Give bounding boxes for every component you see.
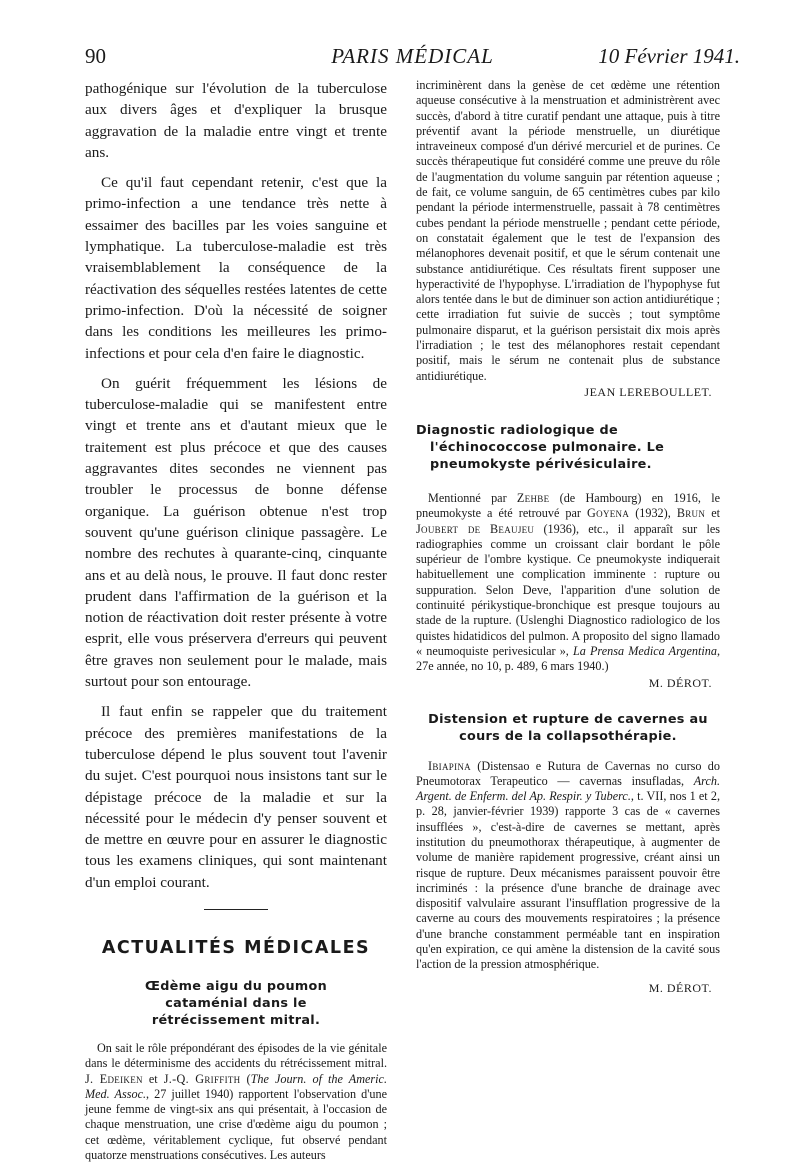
article-body: Ibiapina (Distensao e Rutura de Cavernas no curso do Pneumotorax Terapeutico — cavernas insufladas, Arch. Argent. de Enferm. del Ap. Respir. y Tuberc., t. VII, nos 1 et 2, p. 28, janvier-février 1939) rapporte 3 cas de « cavernes insufflées », c'est-à-dire de cavernes se mettant, après institution du pneumothorax thérapeutique, à augmenter de volume de manière rapidement progressive, créant ainsi un risque de rupture. Deux mécanismes paraissent pouvoir être incriminés : la présence d'une branche de drainage avec dispositif valvulaire assurant l'insufflation progressive de la caverne au cours des mouvements respiratoires ; la présence d'une branche constamment perméable tant en inspiration qu'en expiration, ce qui amène la distension de la cavité sous l'action de la pression atmosphérique. (416, 758, 720, 972)
author-name: Ibiapina (428, 758, 471, 773)
signature: M. DÉROT. (648, 980, 712, 995)
issue-date: 10 Février 1941. (598, 44, 740, 68)
right-column (416, 78, 720, 996)
section-title: ACTUALITÉS MÉDICALES (101, 937, 371, 958)
journal-reference: The Journ. of the Americ. Med. Assoc. (85, 1071, 388, 1101)
author-name: J. Edeiken (85, 1071, 143, 1086)
journal-reference: Arch. Argent. de Enferm. del Ap. Respir. y Tuberc. (416, 773, 720, 804)
author-name: J.-Q. Griffith (163, 1071, 241, 1086)
article-title: Œdème aigu du poumon cataménial dans le rétrécissement mitral. (144, 978, 327, 1028)
section-divider (204, 909, 268, 910)
page-header (85, 44, 740, 74)
left-column (85, 78, 387, 1163)
article-title: Distension et rupture de cavernes au cours de la collapsothérapie. (428, 711, 708, 744)
author-name: Brun (676, 506, 706, 521)
paragraph: Ce qu'il faut cependant retenir, c'est que la primo-infection a une tendance très nette à essaimer des bacilles par les voies sanguine et lymphatique. La tuberculose-maladie est très vraisemblablement la conséquence de la réactivation des séquelles restées latentes de cette primo-infection. D'où la nécessité de soigner dans les conditions les meilleures les primo-infections et pour cela d'en faire le diagnostic. (85, 174, 387, 362)
signature: JEAN LEREBOULLET. (584, 384, 712, 399)
paragraph: On guérit fréquemment les lésions de tuberculose-maladie qui se manifestent entre vingt et trente ans et d'autant mieux que le traitement est plus précoce et que des causes aggravantes dites secondes ne viennent pas troubler le processus de bonne défense organique. La guérison obtenue n'est trop souvent qu'une guérison clinique passagère. Le nombre des rechutes à quarante-cinq, cinquante ans et au delà nous, le prouve. Il faut donc rester prudent dans l'affirmation de la guérison et la notion de réactivation doit rester présente à votre esprit, elle vous préservera d'erreurs qui peuvent être graves non seulement pour le malade, mais surtout pour son entourage. (85, 374, 387, 691)
journal-title: PARIS MÉDICAL (331, 44, 494, 68)
paragraph: Il faut enfin se rappeler que du traitement précoce des premières manifestations de la tuberculose dépend le plus souvent tout l'avenir du sujet. C'est pourquoi nous insistons tant sur le dépistage précoce de la maladie et sur la nécessité pour le médecin d'y penser souvent et de mettre en œuvre pour en assurer le diagnostic tous les examens cliniques, qui sont maintenant d'un emploi courant. (85, 703, 387, 891)
signature: M. DÉROT. (648, 675, 712, 690)
article-body: Mentionné par Zehbe (de Hambourg) en 1916, le pneumokyste a été retrouvé par Goyena (1932), Brun et Joubert de Beaujeu (1936), etc., il apparaît sur les radiographies comme un croissant clair bordant le pôle supérieur de l'ombre kystique. Ce pneumokyste indiquerait habituellement une complication imminente : rupture ou suppuration. Selon Deve, l'apparition d'une solution de continuité périkystique-bronchique est presque toujours au stade de la rupture. (Uslenghi Diagnostico radiologico de los quistes hidatidicos del pulmon. A proposito del signo llamado « neumoquiste perivesicular », La Prensa Medica Argentina, 27e année, no 10, p. 489, 6 mars 1940.) (416, 490, 721, 674)
article-body: incriminèrent dans la genèse de cet œdème une rétention aqueuse consécutive à la menstruation et administrèrent avec succès, d'abord à titre curatif pendant une attaque, puis à titre préventif avant la période menstruelle, un diurétique intraveineux composé d'un dérivé mercuriel et de purines. Ce succès thérapeutique fut considéré comme une preuve du rôle de l'augmentation du volume sanguin par rétention aqueuse ; de fait, ce volume sanguin, de 65 centimètres cubes par kilo pendant la période intermenstruelle, passait à 78 centimètres cubes pendant la période menstruelle ; pendant cette période, on constatait également que le test de l'expansion des mélanophores devenait positif, et que le sérum contenait une substance antidiurétique. Ces résultats firent supposer une hyperactivité de l'hypophyse. L'irradiation de l'hypophyse fut alors tentée dans le but de diminuer son action antidiurétique ; cette irradiation fut suivie de succès ; tout symptôme pulmonaire disparut, et la guérison persistait dix mois après l'irradiation ; le test des mélanophores restait cependant positif, mais le sérum ne contenait plus de substance antidiurétique. (416, 78, 720, 383)
author-name: Zehbe (516, 490, 550, 505)
journal-reference: La Prensa Medica Argentina (572, 643, 717, 658)
page-number: 90 (85, 44, 106, 68)
author-name: Goyena (587, 506, 630, 521)
author-name: Joubert de Beaujeu (416, 521, 535, 536)
paragraph: pathogénique sur l'évolution de la tuberculose aux divers âges et d'expliquer la brusque aggravation de la maladie entre vingt et trente ans. (85, 80, 387, 161)
article-body: On sait le rôle prépondérant des épisodes de la vie génitale dans le déterminisme des accidents du rétrécissement mitral. J. Edeiken et J.-Q. Griffith (The Journ. of the Americ. Med. Assoc., 27 juillet 1940) rapportent l'observation d'une jeune femme de vingt-six ans qui présentait, à l'occasion de chaque menstruation, une crise d'œdème aigu du poumon ; cet œdème, véritablement cyclique, fut observé pendant quatorze menstruations consécutives. Les auteurs (85, 1040, 388, 1163)
article-title: Diagnostic radiologique de l'échinococcose pulmonaire. Le pneumokyste périvésiculaire. (416, 422, 665, 472)
